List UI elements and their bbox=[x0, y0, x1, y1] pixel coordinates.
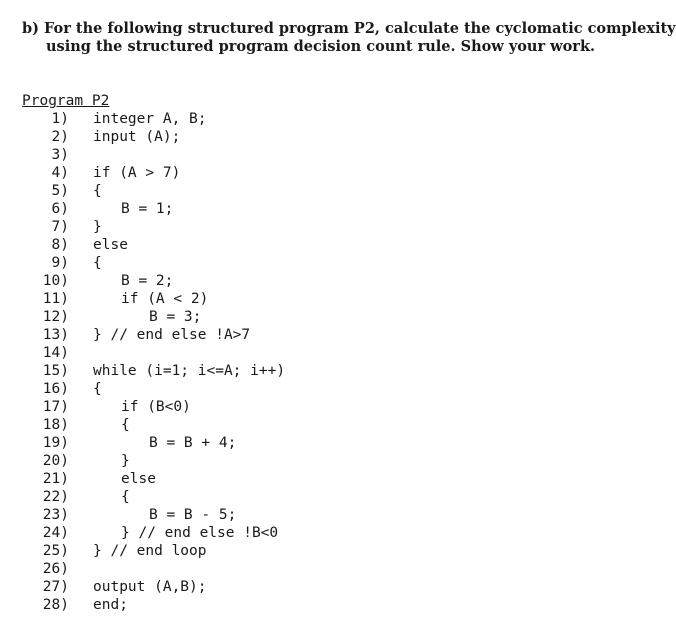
program-title: Program P2 bbox=[22, 93, 110, 109]
code-line bbox=[22, 110, 207, 128]
code-line bbox=[22, 254, 109, 272]
code-line bbox=[22, 398, 191, 416]
code-line bbox=[22, 236, 128, 254]
code-text: output (A,B); bbox=[93, 579, 207, 595]
line-number: 22) bbox=[42, 489, 69, 505]
code-line bbox=[22, 200, 174, 218]
program-listing bbox=[22, 92, 286, 614]
code-text: } bbox=[121, 453, 130, 469]
question-text bbox=[22, 20, 676, 56]
code-line bbox=[22, 128, 181, 146]
code-line bbox=[22, 452, 130, 470]
code-text: else bbox=[121, 471, 156, 487]
line-number: 9) bbox=[51, 255, 69, 271]
line-number: 3) bbox=[51, 147, 69, 163]
code-line bbox=[22, 344, 109, 362]
line-number: 17) bbox=[42, 399, 69, 415]
code-line bbox=[22, 380, 109, 398]
code-text: } bbox=[93, 219, 102, 235]
code-line bbox=[22, 578, 207, 596]
code-line bbox=[22, 308, 202, 326]
code-text: } // end loop bbox=[93, 543, 207, 559]
code-line bbox=[22, 164, 181, 182]
code-text: B = B + 4; bbox=[149, 435, 237, 451]
code-text: } // end else !A>7 bbox=[93, 327, 251, 343]
code-text: B = 3; bbox=[149, 309, 202, 325]
code-text: { bbox=[93, 255, 102, 271]
line-number: 5) bbox=[51, 183, 69, 199]
line-number: 25) bbox=[42, 543, 69, 559]
code-line bbox=[22, 434, 237, 452]
line-number: 4) bbox=[51, 165, 69, 181]
code-line bbox=[22, 470, 156, 488]
question-line-2: using the structured program decision count rule. Show your work. bbox=[46, 38, 596, 55]
code-line bbox=[22, 524, 279, 542]
line-number: 19) bbox=[42, 435, 69, 451]
code-line bbox=[22, 542, 207, 560]
question-line-1: b) For the following structured program P2, calculate the cyclomatic complexity bbox=[22, 20, 676, 37]
code-line bbox=[22, 146, 109, 164]
code-text: { bbox=[121, 489, 130, 505]
code-line bbox=[22, 596, 128, 614]
line-number: 24) bbox=[42, 525, 69, 541]
line-number: 20) bbox=[42, 453, 69, 469]
code-text: { bbox=[121, 417, 130, 433]
code-text: if (A < 2) bbox=[121, 291, 209, 307]
code-line bbox=[22, 182, 109, 200]
line-number: 28) bbox=[42, 597, 69, 613]
code-text: } // end else !B<0 bbox=[121, 525, 279, 541]
code-text: { bbox=[93, 381, 102, 397]
code-line bbox=[22, 326, 251, 344]
code-line bbox=[22, 290, 209, 308]
code-text: B = 2; bbox=[121, 273, 174, 289]
code-lines bbox=[22, 110, 286, 614]
line-number: 27) bbox=[42, 579, 69, 595]
line-number: 6) bbox=[51, 201, 69, 217]
line-number: 2) bbox=[51, 129, 69, 145]
code-text: if (A > 7) bbox=[93, 165, 181, 181]
code-text: else bbox=[93, 237, 128, 253]
code-line bbox=[22, 362, 286, 380]
code-text: integer A, B; bbox=[93, 111, 207, 127]
line-number: 1) bbox=[51, 111, 69, 127]
code-text: B = B - 5; bbox=[149, 507, 237, 523]
code-line bbox=[22, 416, 130, 434]
line-number: 8) bbox=[51, 237, 69, 253]
line-number: 18) bbox=[42, 417, 69, 433]
code-text: end; bbox=[93, 597, 128, 613]
line-number: 12) bbox=[42, 309, 69, 325]
line-number: 10) bbox=[42, 273, 69, 289]
line-number: 14) bbox=[42, 345, 69, 361]
line-number: 16) bbox=[42, 381, 69, 397]
line-number: 15) bbox=[42, 363, 69, 379]
code-text: while (i=1; i<=A; i++) bbox=[93, 363, 286, 379]
code-text: B = 1; bbox=[121, 201, 174, 217]
line-number: 21) bbox=[42, 471, 69, 487]
code-line bbox=[22, 560, 109, 578]
code-text: { bbox=[93, 183, 102, 199]
line-number: 11) bbox=[42, 291, 69, 307]
line-number: 23) bbox=[42, 507, 69, 523]
line-number: 7) bbox=[51, 219, 69, 235]
code-line bbox=[22, 506, 237, 524]
code-line bbox=[22, 218, 109, 236]
code-line bbox=[22, 488, 130, 506]
code-text: if (B<0) bbox=[121, 399, 191, 415]
line-number: 26) bbox=[42, 561, 69, 577]
code-text: input (A); bbox=[93, 129, 181, 145]
code-line bbox=[22, 272, 174, 290]
line-number: 13) bbox=[42, 327, 69, 343]
